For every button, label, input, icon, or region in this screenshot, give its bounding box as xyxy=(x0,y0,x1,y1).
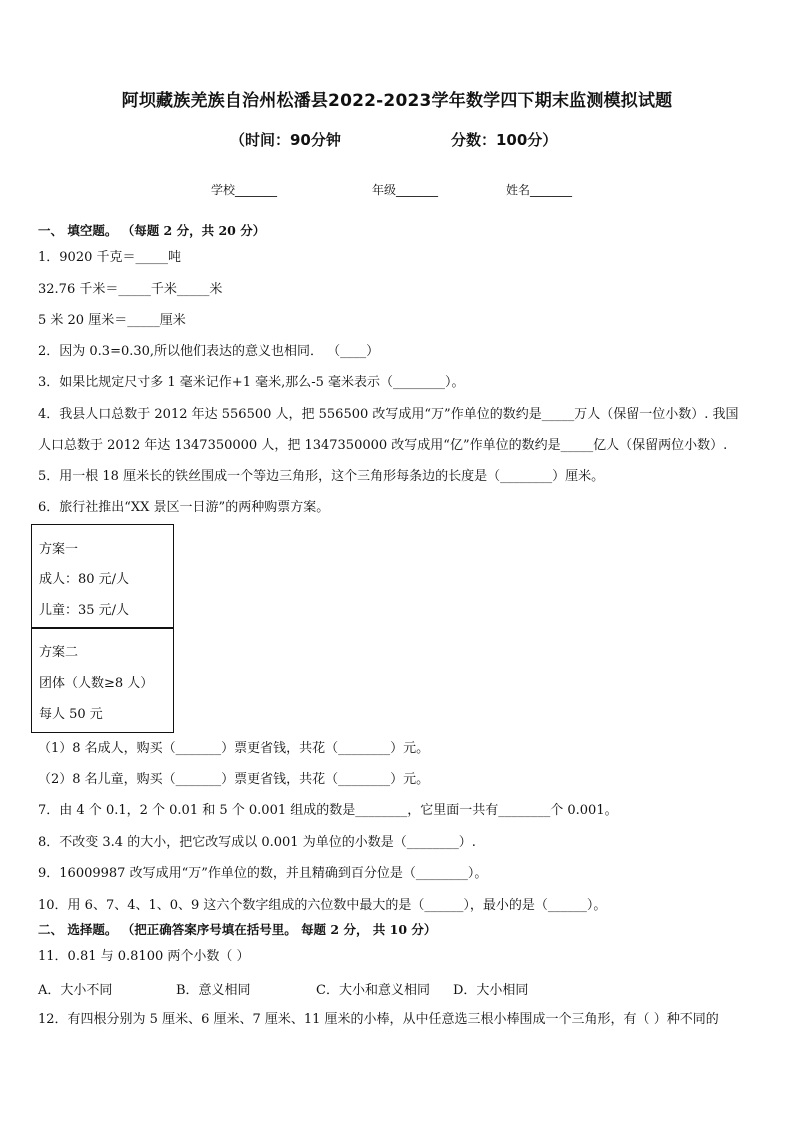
section-1-heading: 一、 填空题。 （每题 2 分，共 20 分） xyxy=(38,223,266,238)
plan-1-box xyxy=(31,524,174,629)
question-11-choices xyxy=(0,979,794,999)
question-7: 7．由 4 个 0.1，2 个 0.01 和 5 个 0.001 组成的数是________，它里面一共有________个 0.001。 xyxy=(38,803,618,818)
question-4-line-1: 4．我县人口总数于 2012 年达 556500 人，把 556500 改写成用“万”作单位的数约是_____万人（保留一位小数）. 我国 xyxy=(38,407,739,422)
exam-title: 阿坝藏族羌族自治州松潘县2022-2023学年数学四下期末监测模拟试题 xyxy=(121,91,673,111)
question-12: 12．有四根分别为 5 厘米、6 厘米、7 厘米、11 厘米的小棒，从中任意选三根小棒围成一个三角形，有（ ）种不同的 xyxy=(38,1012,719,1027)
question-1c: 5 米 20 厘米＝_____厘米 xyxy=(38,313,186,328)
plan-1-title: 方案一 xyxy=(39,542,79,557)
question-5: 5．用一根 18 厘米长的铁丝围成一个等边三角形，这个三角形每条边的长度是（________）厘米。 xyxy=(38,469,605,484)
name-field: 姓名_______ xyxy=(506,183,573,197)
question-11: 11．0.81 与 0.8100 两个小数（ ） xyxy=(38,949,250,964)
question-4-line-2: 人口总数于 2012 年达 1347350000 人，把 1347350000 改写成用“亿”作单位的数约是_____亿人（保留两位小数）. xyxy=(38,438,728,453)
question-3: 3．如果比规定尺寸多 1 毫米记作+1 毫米,那么-5 毫米表示（________）。 xyxy=(38,375,465,390)
plan-1-adult-price: 成人：80 元/人 xyxy=(39,572,130,587)
plan-2-group-rule: 团体（人数≥8 人） xyxy=(39,676,154,691)
school-field: 学校_______ xyxy=(211,183,278,197)
question-6-1: （1）8 名成人，购买（_______）票更省钱，共花（________）元。 xyxy=(38,741,430,756)
plan-2-price: 每人 50 元 xyxy=(39,707,103,722)
question-1b: 32.76 千米＝_____千米_____米 xyxy=(38,282,223,297)
question-6: 6．旅行社推出“XX 景区一日游”的两种购票方案。 xyxy=(38,500,330,515)
plan-2-box xyxy=(31,627,174,733)
choice-c: C．大小和意义相同 xyxy=(316,983,430,998)
exam-time: （时间：90分钟 xyxy=(230,131,341,149)
choice-d: D．大小相同 xyxy=(453,983,529,998)
exam-score: 分数：100分） xyxy=(451,131,558,149)
plan-2-title: 方案二 xyxy=(39,645,79,660)
section-2-heading: 二、 选择题。 （把正确答案序号填在括号里。 每题 2 分， 共 10 分） xyxy=(38,922,437,937)
plan-1-child-price: 儿童：35 元/人 xyxy=(39,603,130,618)
choice-b: B．意义相同 xyxy=(176,983,251,998)
question-2: 2．因为 0.3=0.30,所以他们表达的意义也相同． （____） xyxy=(38,344,380,359)
question-6-2: （2）8 名儿童，购买（_______）票更省钱，共花（________）元。 xyxy=(38,772,430,787)
grade-field: 年级_______ xyxy=(372,183,439,197)
choice-a: A．大小不同 xyxy=(38,983,113,998)
question-9: 9．16009987 改写成用“万”作单位的数，并且精确到百分位是（________）。 xyxy=(38,866,488,881)
question-8: 8．不改变 3.4 的大小，把它改写成以 0.001 为单位的小数是（________）. xyxy=(38,835,476,850)
question-10: 10．用 6、7、4、1、0、9 这六个数字组成的六位数中最大的是（______），最小的是（______）。 xyxy=(38,898,607,913)
question-1a: 1．9020 千克＝_____吨 xyxy=(38,250,181,265)
